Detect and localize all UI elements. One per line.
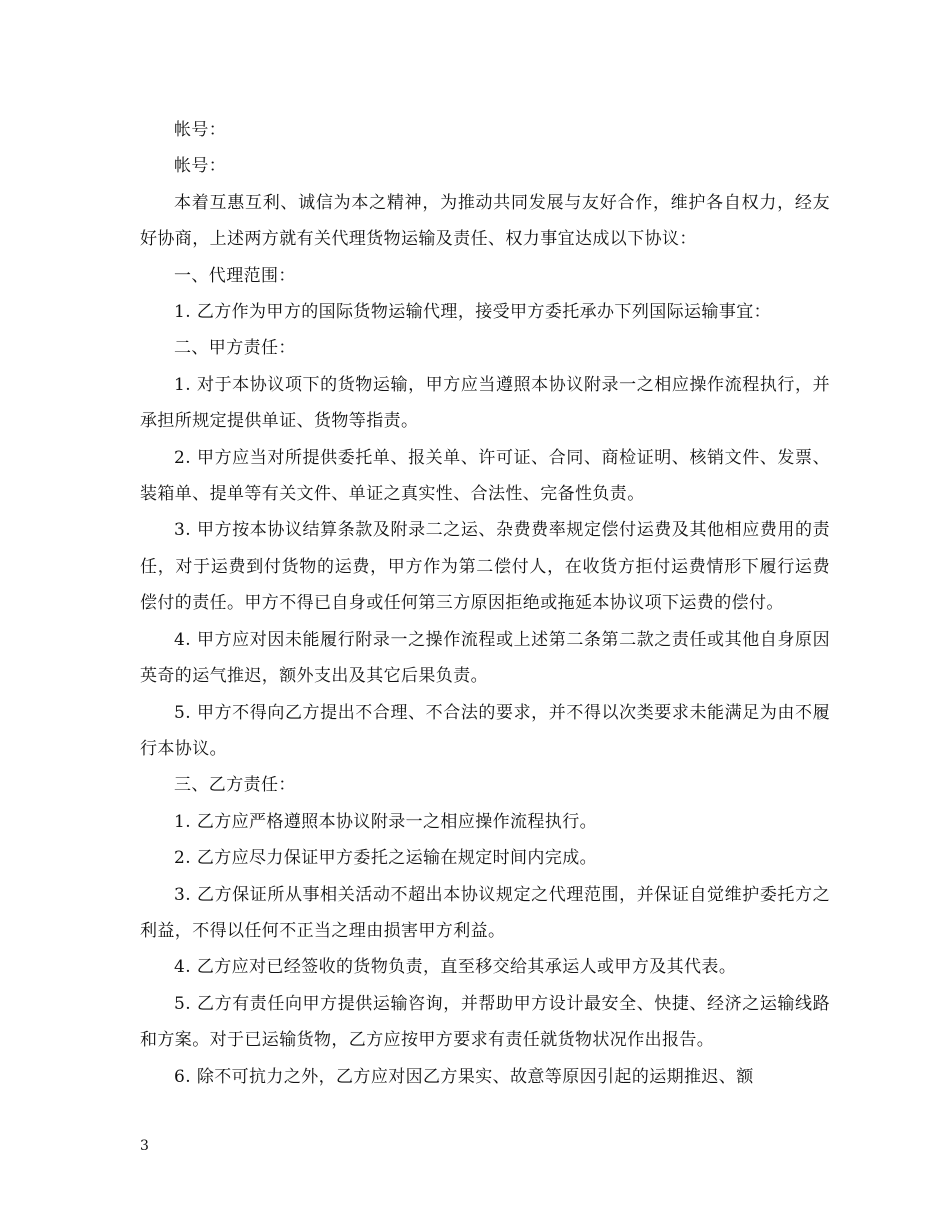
party-b-clause-1: 1. 乙方应严格遵照本协议附录一之相应操作流程执行。 [174, 811, 598, 832]
party-a-clause-4: 4. 甲方应对因未能履行附录一之操作流程或上述第二条第二款之责任或其他自身原因英奇的运气推迟，额外支出及其它后果负责。 [140, 629, 830, 687]
party-b-clause-4: 4. 乙方应对已经签收的货物负责，直至移交给其承运人或甲方及其代表。 [174, 957, 737, 978]
document-body [140, 112, 830, 1095]
party-a-clause-5: 5. 甲方不得向乙方提出不合理、不合法的要求，并不得以次类要求未能满足为由不履行本协议。 [140, 702, 830, 759]
section-heading-scope: 一、代理范围： [174, 265, 296, 286]
party-a-clause-3: 3. 甲方按本协议结算条款及附录二之运、杂费费率规定偿付运费及其他相应费用的责任，对于运费到付货物的运费，甲方作为第二偿付人，在收货方拒付运费情形下履行运费偿付的责任。甲方不得已自身或任何第三方原因拒绝或拖延本协议项下运费的偿付。 [140, 520, 830, 614]
party-b-clause-2: 2. 乙方应尽力保证甲方委托之运输在规定时间内完成。 [174, 848, 598, 869]
page-number: 3 [140, 1138, 149, 1154]
party-b-clause-5: 5. 乙方有责任向甲方提供运输咨询，并帮助甲方设计最安全、快捷、经济之运输线路和方案。对于已运输货物，乙方应按甲方要求有责任就货物状况作出报告。 [140, 993, 830, 1051]
scope-clause-1: 1. 乙方作为甲方的国际货物运输代理，接受甲方委托承办下列国际运输事宜： [174, 302, 772, 323]
account-line-2: 帐号： [174, 156, 227, 177]
party-a-clause-2: 2. 甲方应当对所提供委托单、报关单、许可证、合同、商检证明、核销文件、发票、装箱单、提单等有关文件、单证之真实性、合法性、完备性负责。 [140, 447, 830, 505]
account-line-1: 帐号： [174, 120, 227, 140]
party-a-clause-1: 1. 对于本协议项下的货物运输，甲方应当遵照本协议附录一之相应操作流程执行，并承担所规定提供单证、货物等指责。 [140, 374, 830, 432]
section-heading-party-a: 二、甲方责任： [174, 338, 296, 359]
section-heading-party-b: 三、乙方责任： [174, 775, 296, 796]
party-b-clause-3: 3. 乙方保证所从事相关活动不超出本协议规定之代理范围，并保证自觉维护委托方之利益，不得以任何不正当之理由损害甲方利益。 [140, 884, 830, 941]
preamble-paragraph: 本着互惠互利、诚信为本之精神，为推动共同发展与友好合作，维护各自权力，经友好协商，上述两方就有关代理货物运输及责任、权力事宜达成以下协议： [140, 192, 830, 250]
party-b-clause-6: 6. 除不可抗力之外，乙方应对因乙方果实、故意等原因引起的运期推迟、额 [174, 1066, 754, 1087]
